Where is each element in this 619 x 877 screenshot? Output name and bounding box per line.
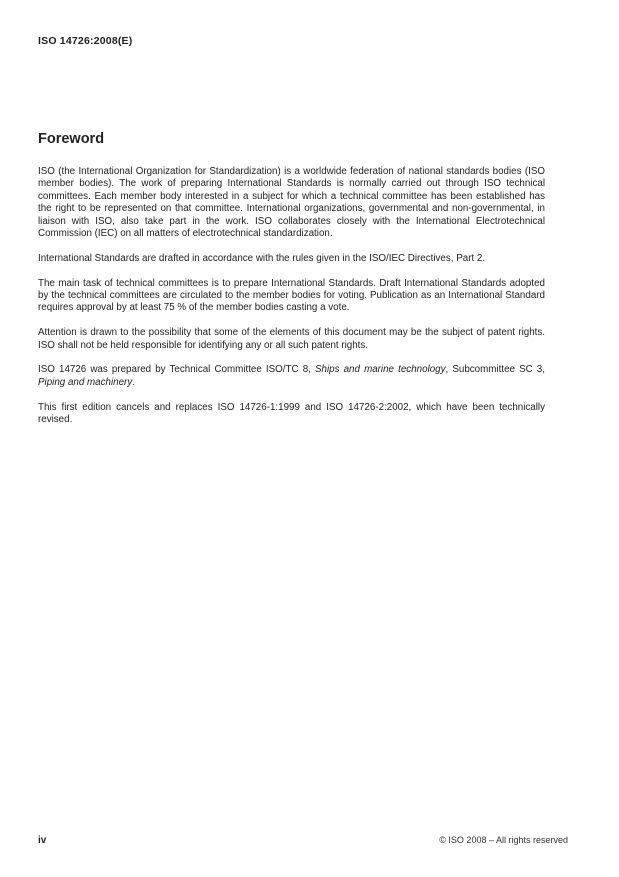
paragraph-text: ISO 14726 was prepared by Technical Committee ISO/TC 8, (38, 364, 315, 376)
paragraph-text: ISO (the International Organization for Standardization) is a worldwide federation of national standards bodies (ISO member bodies). The work of preparing International Standards is normally carried out through ISO technical committees. Each member body interested in a subject for which a technical committee has been established has the right to be represented on that committee. International organizations, governmental and non-governmental, in liaison with ISO, also take part in the work. ISO collaborates closely with the International Electrotechnical Commission (IEC) on all matters of electrotechnical standardization. (38, 166, 545, 240)
page-footer (38, 835, 568, 846)
committee-name-italic: Piping and machinery (38, 376, 133, 388)
paragraph-text: . (132, 376, 135, 388)
paragraph (38, 253, 545, 265)
committee-name-italic: Ships and marine technology (314, 364, 446, 376)
foreword-paragraphs (38, 166, 545, 439)
paragraph-text: This first edition cancels and replaces ISO 14726-1:1999 and ISO 14726-2:2002, which have been technically revised. (38, 401, 545, 426)
document-reference: ISO 14726:2008(E) (38, 35, 133, 47)
paragraph-text: , Subcommittee SC 3, (445, 364, 545, 376)
paragraph (38, 402, 545, 427)
paragraph (38, 327, 545, 352)
paragraph-text: The main task of technical committees is to prepare International Standards. Draft International Standards adopted by the technical committees are circulated to the member bodies for voting. Publication as an International Standard requires approval by at least 75 % of the member bodies casting a vote. (38, 277, 545, 314)
paragraph-text: Attention is drawn to the possibility that some of the elements of this document may be the subject of patent rights. ISO shall not be held responsible for identifying any or all such patent rights. (38, 327, 545, 351)
paragraph-text: International Standards are drafted in accordance with the rules given in the ISO/IEC Directives, Part 2. (38, 252, 486, 264)
paragraph (38, 166, 545, 240)
page-title: Foreword (38, 131, 105, 147)
paragraph (38, 278, 545, 315)
page-number: iv (38, 835, 47, 846)
copyright-notice: © ISO 2008 – All rights reserved (439, 835, 568, 845)
paragraph (38, 364, 545, 389)
running-header (38, 36, 132, 47)
